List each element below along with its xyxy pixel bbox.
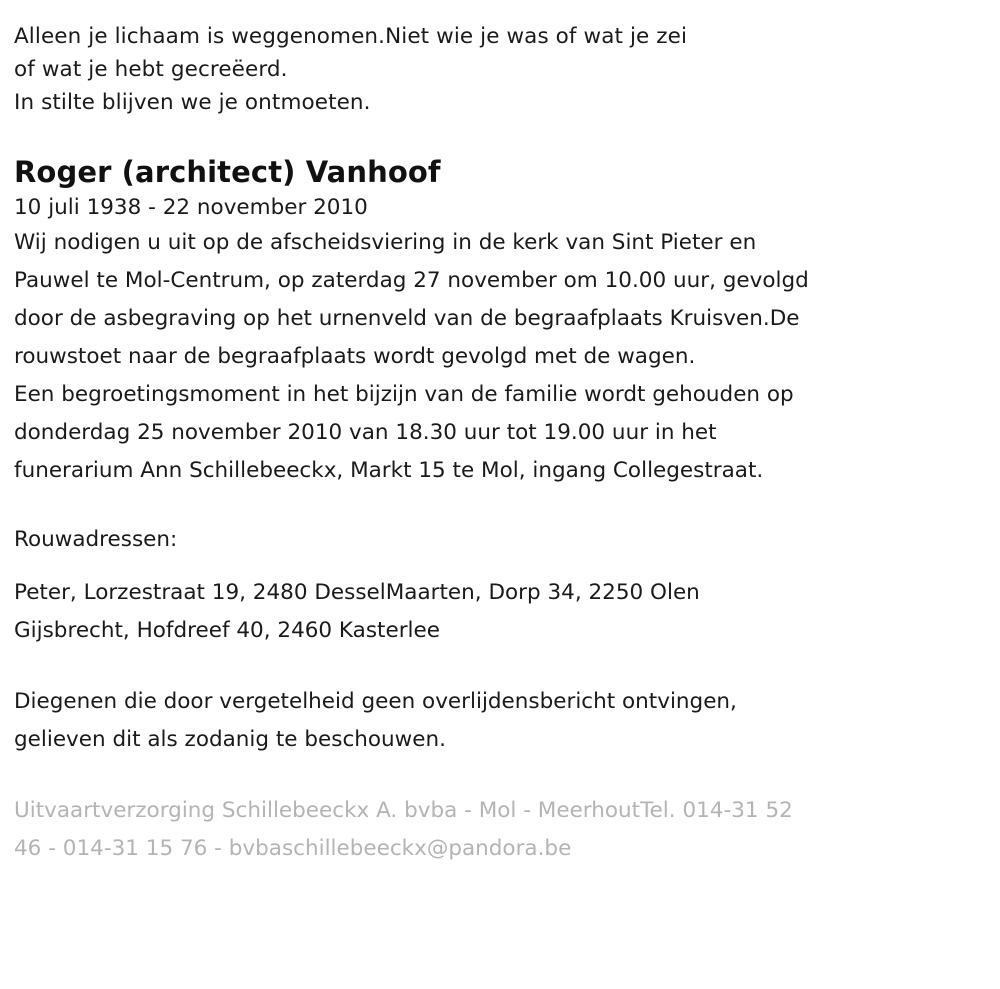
spacer-before-addresses xyxy=(14,490,982,523)
intro-line-2: of wat je hebt gecreëerd. xyxy=(14,57,288,82)
general-notice xyxy=(14,683,982,759)
service-line-2: Pauwel te Mol-Centrum, op zaterdag 27 november om 10.00 uur, gevolgd xyxy=(14,268,809,293)
intro-verse xyxy=(14,20,982,119)
footer-line-1: Uitvaartverzorging Schillebeeckx A. bvba - Mol - MeerhoutTel. 014-31 52 xyxy=(14,798,793,823)
life-dates: 10 juli 1938 - 22 november 2010 xyxy=(14,195,368,220)
funeral-home-footer xyxy=(14,792,982,868)
service-details xyxy=(14,224,982,490)
mourning-addresses xyxy=(14,574,982,650)
spacer-after-intro xyxy=(14,119,982,153)
deceased-name: Roger (architect) Vanhoof xyxy=(14,155,441,189)
spacer-before-notice xyxy=(14,650,982,683)
service-line-6: donderdag 25 november 2010 van 18.30 uur tot 19.00 uur in het xyxy=(14,420,717,445)
service-line-5: Een begroetingsmoment in het bijzijn van de familie wordt gehouden op xyxy=(14,382,794,407)
intro-line-1: Alleen je lichaam is weggenomen.Niet wie je was of wat je zei xyxy=(14,24,688,49)
spacer-before-footer xyxy=(14,759,982,792)
service-line-7: funerarium Ann Schillebeeckx, Markt 15 te Mol, ingang Collegestraat. xyxy=(14,458,764,483)
footer-line-2: 46 - 014-31 15 76 - bvbaschillebeeckx@pandora.be xyxy=(14,836,572,861)
address-line-1: Peter, Lorzestraat 19, 2480 DesselMaarten, Dorp 34, 2250 Olen xyxy=(14,580,700,605)
notice-line-1: Diegenen die door vergetelheid geen overlijdensbericht ontvingen, xyxy=(14,689,737,714)
address-line-2: Gijsbrecht, Hofdreef 40, 2460 Kasterlee xyxy=(14,618,440,643)
mourning-addresses-label: Rouwadressen: xyxy=(14,527,178,552)
service-line-3: door de asbegraving op het urnenveld van de begraafplaats Kruisven.De xyxy=(14,306,800,331)
service-line-4: rouwstoet naar de begraafplaats wordt gevolgd met de wagen. xyxy=(14,344,696,369)
notice-line-2: gelieven dit als zodanig te beschouwen. xyxy=(14,727,446,752)
spacer-after-label xyxy=(14,556,982,574)
service-line-1: Wij nodigen u uit op de afscheidsviering in de kerk van Sint Pieter en xyxy=(14,230,757,255)
intro-line-3: In stilte blijven we je ontmoeten. xyxy=(14,90,371,115)
